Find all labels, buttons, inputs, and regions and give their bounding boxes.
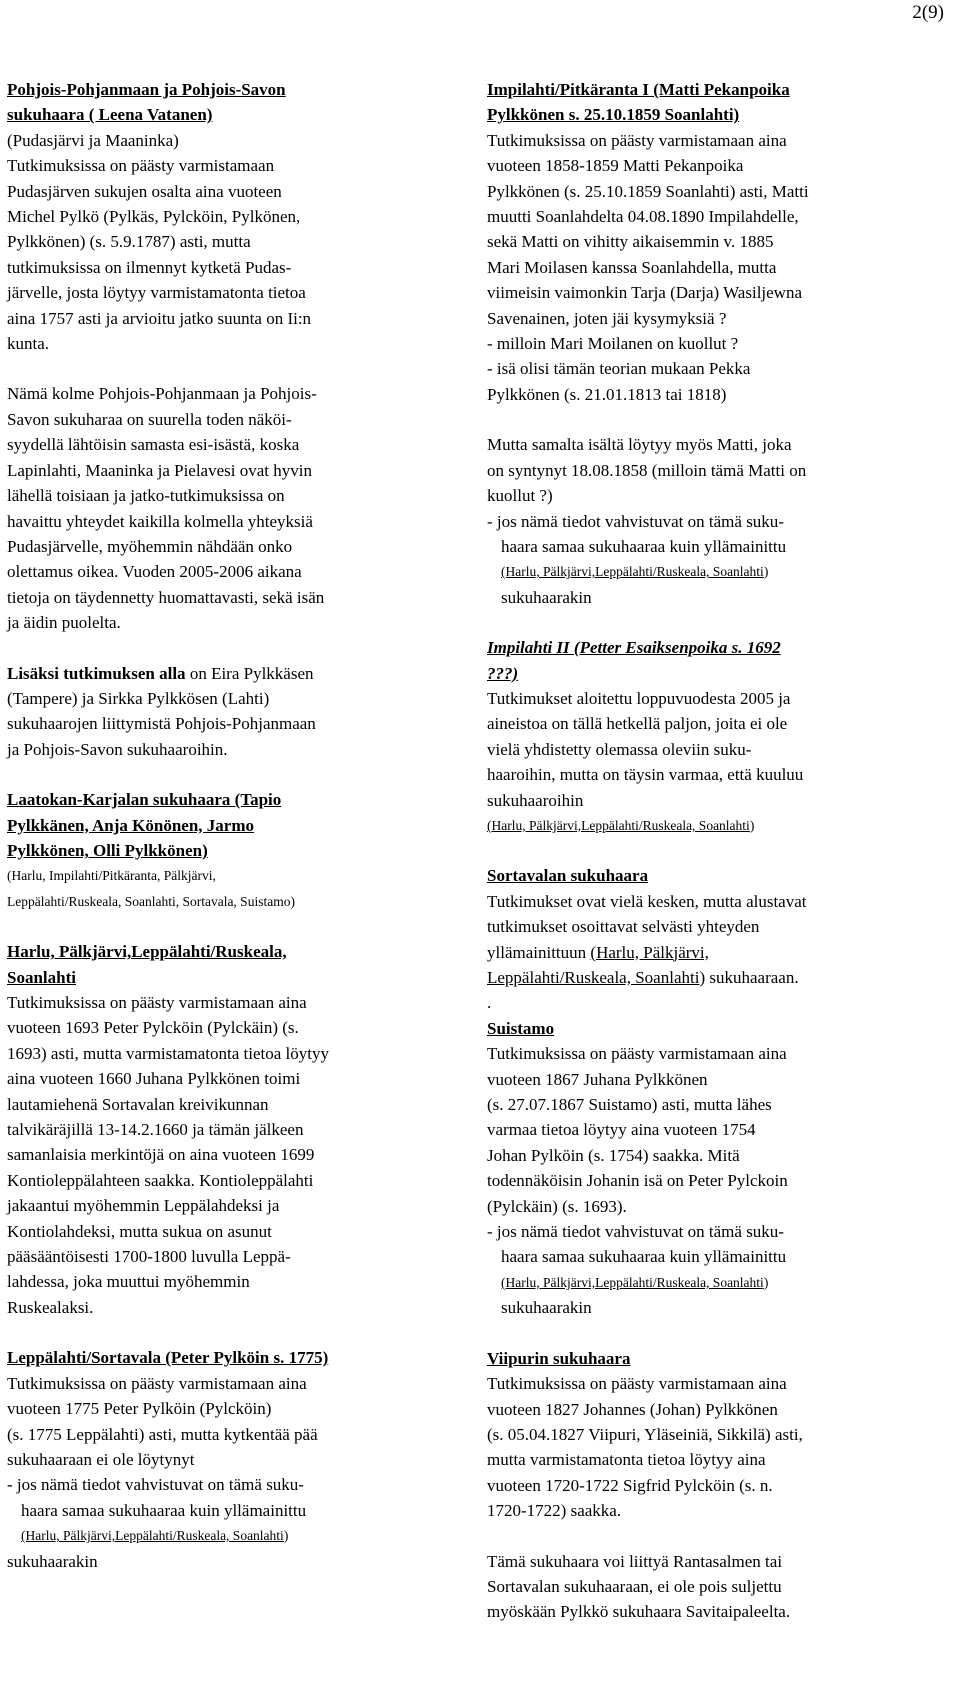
indented-line: haara samaa sukuhaaraa kuin yllämainittu — [501, 536, 787, 556]
text-line: Tutkimuksissa on päästy varmistamaan — [7, 156, 275, 176]
small-text-line — [7, 1523, 459, 1548]
text-line: Tutkimukset ovat vielä kesken, mutta alustavat — [487, 891, 807, 911]
small-text-line — [487, 559, 949, 584]
text-line: Pylkkönen (s. 25.10.1859 Soanlahti) asti, Matti — [487, 181, 809, 201]
small-text-line: (Harlu, Impilahti/Pitkäranta, Pälkjärvi, — [7, 868, 216, 884]
place-list: (Harlu, Pälkjärvi,Leppälahti/Ruskeala, Soanlahti — [501, 1274, 764, 1290]
text-line: 1720-1722) saakka. — [487, 1501, 622, 1521]
text-line: Tutkimuksissa on päästy varmistamaan aina — [7, 1373, 307, 1393]
place-list: (Harlu, Pälkjärvi,Leppälahti/Ruskeala, Soanlahti — [21, 1528, 284, 1544]
text-line: - jos nämä tiedot vahvistuvat on tämä suku- — [487, 511, 784, 531]
text-line: Pudasjärven sukujen osalta aina vuoteen — [7, 181, 282, 201]
section-title: Pohjois-Pohjanmaan ja Pohjois-Savon — [7, 80, 286, 99]
bold-phrase: Lisäksi tutkimuksen alla — [7, 663, 186, 683]
text-fragment: ) — [283, 1528, 289, 1544]
text-line: syydellä lähtöisin samasta esi-isästä, koska — [7, 435, 300, 455]
text-line: samanlaisia merkintöjä on aina vuoteen 1699 — [7, 1145, 315, 1165]
text-line: talvikäräjillä 13-14.2.1660 ja tämän jälkeen — [7, 1120, 304, 1140]
text-line: kuollut ?) — [487, 486, 553, 506]
text-line: tutkimukset osoittavat selvästi yhteyden — [487, 917, 760, 937]
text-line: Tutkimuksissa on päästy varmistamaan aina — [487, 1044, 787, 1064]
text-line: jakaantui myöhemmin Leppälahdeksi ja — [7, 1196, 280, 1216]
text-line: aina vuoteen 1660 Juhana Pylkkönen toimi — [7, 1069, 301, 1089]
text-line: - milloin Mari Moilanen on kuollut ? — [487, 334, 739, 354]
section-nama-kolme — [7, 381, 459, 635]
text-line: kunta. — [7, 334, 50, 354]
section-title: Impilahti II (Petter Esaiksenpoika s. 1692 — [487, 638, 781, 658]
text-line: - jos nämä tiedot vahvistuvat on tämä suku- — [7, 1475, 304, 1495]
text-line: Tutkimuksissa on päästy varmistamaan aina — [7, 993, 307, 1012]
section-title: Laatokan-Karjalan sukuhaara (Tapio — [7, 790, 282, 810]
text-line: Sortavalan sukuhaaraan, ei ole pois suljettu — [487, 1576, 782, 1596]
text-line: aina 1757 asti ja arvioitu jatko suunta on Ii:n — [7, 308, 312, 328]
text-line: sukuhaarakin — [501, 1298, 592, 1318]
text-line: sukuhaaroihin — [487, 790, 584, 810]
place-list: Leppälahti/Ruskeala, Soanlahti — [487, 968, 700, 987]
place-list: (Harlu, Pälkjärvi, — [590, 942, 709, 962]
text-line: sukuhaarakin — [501, 587, 592, 607]
text-fragment: yllämainittuun — [487, 942, 591, 962]
text-line: ja Pohjois-Savon sukuhaaroihin. — [7, 739, 228, 759]
section-pohjois-pohjanmaa — [7, 77, 459, 356]
text-line — [7, 661, 459, 686]
text-line: vuoteen 1720-1722 Sigfrid Pylcköin (s. n. — [487, 1475, 773, 1495]
text-line: muutti Soanlahdelta 04.08.1890 Impilahdelle, — [487, 207, 799, 227]
text-line: ja äidin puolelta. — [7, 613, 121, 633]
section-title: Pylkkönen s. 25.10.1859 Soanlahti) — [487, 105, 740, 125]
section-viipuri — [487, 1346, 949, 1524]
text-line: vuoteen 1827 Johannes (Johan) Pylkkönen — [487, 1399, 778, 1419]
text-line: - isä olisi tämän teorian mukaan Pekka — [487, 359, 751, 379]
text-fragment: ) — [763, 564, 769, 580]
text-line: Tutkimukset aloitettu loppuvuodesta 2005 ja — [487, 688, 791, 708]
text-line: (s. 1775 Leppälahti) asti, mutta kytkentää pää — [7, 1424, 318, 1444]
page-number: 2(9) — [912, 2, 944, 23]
text-line — [487, 965, 949, 990]
text-line: Mari Moilasen kanssa Soanlahdella, mutta — [487, 257, 777, 277]
text-line: Johan Pylköin (s. 1754) saakka. Mitä — [487, 1145, 740, 1165]
text-line: lähellä toisiaan ja jatko-tutkimuksissa on — [7, 486, 285, 506]
text-line: lahdessa, joka muuttui myöhemmin — [7, 1272, 250, 1292]
text-line: Mutta samalta isältä löytyy myös Matti, joka — [487, 435, 792, 455]
text-line: Savenainen, joten jäi kysymyksiä ? — [487, 308, 727, 328]
text-line: tutkimuksissa on ilmennyt kytketä Pudas- — [7, 257, 292, 277]
section-lisaksi — [7, 661, 459, 763]
text-line: Tutkimuksissa on päästy varmistamaan aina — [487, 1374, 787, 1394]
text-line: Lapinlahti, Maaninka ja Pielavesi ovat hyvin — [7, 460, 312, 480]
text-line: Michel Pylkö (Pylkäs, Pylcköin, Pylkönen, — [7, 207, 301, 227]
text-line: Kontiolahdeksi, mutta sukua on asunut — [7, 1221, 272, 1241]
indented-line: haara samaa sukuhaaraa kuin yllämainittu — [501, 1247, 787, 1267]
section-title: Harlu, Pälkjärvi,Leppälahti/Ruskeala, — [7, 942, 287, 962]
small-text-line — [487, 813, 949, 838]
small-text-line: Leppälahti/Ruskeala, Soanlahti, Sortavala, Suistamo) — [7, 893, 295, 909]
text-line: (s. 27.07.1867 Suistamo) asti, mutta lähes — [487, 1095, 772, 1115]
section-title: sukuhaara ( Leena Vatanen) — [7, 105, 213, 125]
text-line: Pylkkönen) (s. 5.9.1787) asti, mutta — [7, 232, 251, 252]
text-line: vuoteen 1858-1859 Matti Pekanpoika — [487, 156, 744, 176]
text-line: Kontioleppälahteen saakka. Kontioleppälahti — [7, 1170, 314, 1190]
text-line: Pudasjärvelle, myöhemmin nähdään onko — [7, 536, 293, 556]
small-text-line — [487, 1270, 949, 1295]
text-line: aineistoa on tällä hetkellä paljon, joita ei ole — [487, 714, 788, 734]
text-line: mutta varmistamatonta tietoa löytyy aina — [487, 1450, 766, 1470]
text-fragment: ) — [763, 1274, 769, 1290]
text-line: todennäköisin Johanin isä on Peter Pylckoin — [487, 1171, 788, 1191]
text-line: vielä yhdistetty olemassa oleviin suku- — [487, 739, 752, 759]
section-leppalahti-sortavala — [7, 1345, 459, 1574]
section-laatokan-karjala — [7, 787, 459, 914]
text-line: Tutkimuksissa on päästy varmistamaan aina — [487, 130, 787, 150]
text-line: haaroihin, mutta on täysin varmaa, että kuuluu — [487, 765, 804, 785]
text-line: (Pylckäin) (s. 1693). — [487, 1196, 627, 1216]
section-harlu — [7, 939, 459, 1320]
text-line: Pylkkönen (s. 21.01.1813 tai 1818) — [487, 384, 727, 404]
section-title: Pylkkönen, Olli Pylkkönen) — [7, 840, 208, 860]
text-line: Tämä sukuhaara voi liittyä Rantasalmen tai — [487, 1551, 783, 1571]
section-title: Sortavalan sukuhaara — [487, 866, 649, 886]
text-line: varmaa tietoa löytyy aina vuoteen 1754 — [487, 1120, 756, 1140]
section-mutta-samalta — [487, 432, 949, 610]
text-line: järvelle, josta löytyy varmistamatonta tietoa — [7, 283, 306, 303]
section-impilahti-2 — [487, 635, 949, 838]
section-title: Soanlahti — [7, 967, 76, 987]
section-tama-sukuhaara — [487, 1549, 949, 1625]
text-line: pääsääntöisesti 1700-1800 luvulla Leppä- — [7, 1247, 291, 1267]
right-column — [487, 77, 949, 1625]
text-line: vuoteen 1867 Juhana Pylkkönen — [487, 1069, 708, 1089]
text-line: on syntynyt 18.08.1858 (milloin tämä Matti on — [487, 460, 807, 480]
left-column — [7, 77, 459, 1574]
text-line: tietoja on täydennetty huomattavasti, sekä isän — [7, 587, 325, 607]
text-line: . — [487, 993, 492, 1013]
text-line: - jos nämä tiedot vahvistuvat on tämä suku- — [487, 1222, 784, 1242]
text-line — [487, 940, 949, 965]
section-title: ???) — [487, 663, 519, 683]
text-line: vuoteen 1693 Peter Pylcköin (Pylckäin) (s. — [7, 1018, 299, 1038]
text-fragment: ) — [749, 817, 755, 833]
section-title: Leppälahti/Sortavala (Peter Pylköin s. 1775) — [7, 1348, 329, 1368]
text-line: sekä Matti on vihitty aikaisemmin v. 1885 — [487, 232, 774, 252]
text-line: sukuhaaraan ei ole löytynyt — [7, 1449, 195, 1469]
text-line: Savon sukuharaa on suurella toden näköi- — [7, 409, 292, 429]
text-fragment: on Eira Pylkkäsen — [185, 663, 314, 683]
text-line: sukuhaarakin — [7, 1551, 98, 1571]
section-suistamo — [487, 1016, 949, 1321]
text-line: myöskään Pylkkö sukuhaara Savitaipaleelta. — [487, 1602, 791, 1622]
text-line: Ruskealaksi. — [7, 1297, 94, 1317]
section-impilahti-1 — [487, 77, 949, 407]
text-line: olettamus oikea. Vuoden 2005-2006 aikana — [7, 562, 302, 582]
section-title: Viipurin sukuhaara — [487, 1348, 631, 1368]
text-line: lautamiehenä Sortavalan kreivikunnan — [7, 1094, 269, 1114]
section-title: Impilahti/Pitkäranta I (Matti Pekanpoika — [487, 80, 790, 99]
text-line: vuoteen 1775 Peter Pylköin (Pylcköin) — [7, 1399, 272, 1419]
text-line: havaittu yhteydet kaikilla kolmella yhteyksiä — [7, 511, 313, 531]
text-line: Nämä kolme Pohjois-Pohjanmaan ja Pohjois- — [7, 384, 317, 404]
section-title: Suistamo — [487, 1018, 555, 1038]
indented-line: haara samaa sukuhaaraa kuin yllämainittu — [21, 1500, 307, 1520]
text-line: (Tampere) ja Sirkka Pylkkösen (Lahti) — [7, 688, 270, 708]
text-fragment: ) sukuhaaraan. — [699, 968, 799, 987]
text-line: 1693) asti, mutta varmistamatonta tietoa löytyy — [7, 1043, 329, 1063]
text-line: (s. 05.04.1827 Viipuri, Yläseiniä, Sikkilä) asti, — [487, 1424, 803, 1444]
place-list: (Harlu, Pälkjärvi,Leppälahti/Ruskeala, Soanlahti — [501, 564, 764, 580]
section-title: Pylkkänen, Anja Könönen, Jarmo — [7, 815, 255, 835]
place-list: (Harlu, Pälkjärvi,Leppälahti/Ruskeala, Soanlahti — [487, 817, 750, 833]
section-sortavala — [487, 863, 949, 1015]
text-line: sukuhaarojen liittymistä Pohjois-Pohjanmaan — [7, 714, 316, 734]
text-line: (Pudasjärvi ja Maaninka) — [7, 130, 179, 150]
text-line: viimeisin vaimonkin Tarja (Darja) Wasiljewna — [487, 283, 803, 303]
